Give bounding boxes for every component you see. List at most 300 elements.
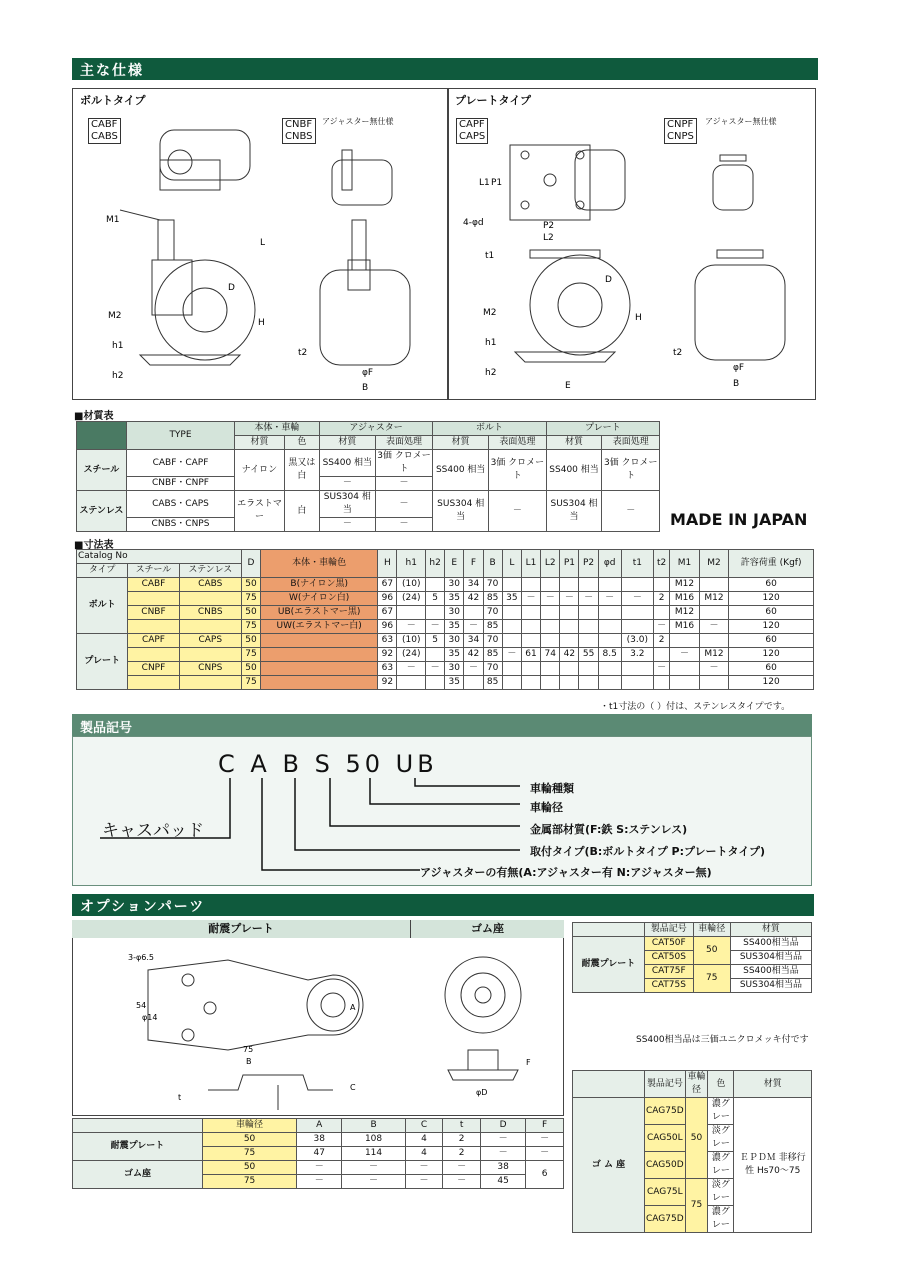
row-label: 耐震プレート xyxy=(73,1133,203,1161)
dim-cell: － xyxy=(521,592,540,606)
dim-cell xyxy=(621,578,653,592)
cell: CAT75S xyxy=(645,979,694,993)
dim-cell xyxy=(521,634,540,648)
dim-cell xyxy=(521,662,540,676)
phid-label: φD xyxy=(476,1088,488,1097)
m2-label: M2 xyxy=(108,311,122,321)
letter: UB xyxy=(395,750,438,778)
cell: 108 xyxy=(342,1133,405,1147)
cell: CAT75F xyxy=(645,965,694,979)
hdr: D xyxy=(241,550,260,578)
dim-cell xyxy=(699,606,729,620)
dim-cell: 63 xyxy=(378,634,397,648)
dim-cell xyxy=(560,676,579,690)
m1-label: M1 xyxy=(106,215,120,225)
hdr: 材質 xyxy=(433,436,489,450)
hdr: 製品記号 xyxy=(645,923,694,937)
hdr: F xyxy=(464,550,483,578)
cell: 4 xyxy=(405,1133,443,1147)
cell: 47 xyxy=(297,1147,342,1161)
cell: CAG50L xyxy=(645,1125,686,1152)
cell: CAT50S xyxy=(645,951,694,965)
hdr: 許容荷重 (Kgf) xyxy=(729,550,814,578)
code: CNBF xyxy=(285,119,313,130)
dim-cell: 120 xyxy=(729,592,814,606)
dim-cell: 120 xyxy=(729,648,814,662)
letter: A xyxy=(250,750,271,778)
dim-cell: － xyxy=(670,648,700,662)
letter: B xyxy=(282,750,303,778)
cell: － xyxy=(342,1161,405,1175)
dim-cell: M12 xyxy=(670,578,700,592)
cell: 2 xyxy=(443,1147,481,1161)
l1-label: L1 xyxy=(479,178,490,188)
dim-cell: － xyxy=(397,620,426,634)
color-cell: UB(エラストマー黒) xyxy=(261,606,378,620)
row-label: ゴム座 xyxy=(73,1161,203,1189)
dim-cell xyxy=(598,634,621,648)
phif-label: φF xyxy=(362,368,374,378)
hdr: B xyxy=(342,1119,405,1133)
b-label: B xyxy=(362,383,369,393)
dim-cell: 75 xyxy=(241,676,260,690)
t1-label: t1 xyxy=(485,251,495,261)
dim-cell xyxy=(670,634,700,648)
cell: ナイロン xyxy=(235,450,285,491)
cell: CAG75D xyxy=(645,1098,686,1125)
m2-label: M2 xyxy=(483,308,497,318)
code-l2: 車輪径 xyxy=(530,801,563,814)
dim-cell xyxy=(426,648,445,662)
hdr: C xyxy=(405,1119,443,1133)
page-title: 主な仕様 xyxy=(72,58,818,80)
bolt-panel-title: ボルトタイプ xyxy=(80,94,146,107)
hdr: 製品記号 xyxy=(645,1071,686,1098)
h2-label: h2 xyxy=(112,371,124,381)
dim-cell xyxy=(598,676,621,690)
dim-cell: － xyxy=(598,592,621,606)
dim-cell: 60 xyxy=(729,606,814,620)
dim-cell xyxy=(598,606,621,620)
dim-cell xyxy=(621,620,653,634)
hdr: プレート xyxy=(546,422,659,436)
hdr: 車輪径 xyxy=(693,923,730,937)
dim-cell xyxy=(464,676,483,690)
cell: － xyxy=(297,1161,342,1175)
t-dim-label: t xyxy=(178,1093,182,1102)
dim-cell: － xyxy=(621,592,653,606)
dim-cell: 35 xyxy=(445,676,464,690)
cell: 114 xyxy=(342,1147,405,1161)
t2-label: t2 xyxy=(298,348,308,358)
code: CAPS xyxy=(459,131,486,142)
dim-cell xyxy=(521,620,540,634)
dim-cell xyxy=(502,662,521,676)
dim-cell xyxy=(598,620,621,634)
no-adjuster-label: アジャスター無仕様 xyxy=(322,117,394,126)
type-header: TYPE xyxy=(169,430,192,440)
hdr: 車輪径 xyxy=(685,1071,708,1098)
cell: 50 xyxy=(203,1133,297,1147)
l-label: L xyxy=(260,238,266,248)
hdr: h2 xyxy=(426,550,445,578)
dim-cell xyxy=(579,606,598,620)
dim-cell: 35 xyxy=(445,592,464,606)
dim-cell: CNPF xyxy=(128,662,179,676)
dim-cell: (24) xyxy=(397,648,426,662)
code: CABS xyxy=(91,131,118,142)
caster-pad-label: キャスパッド xyxy=(102,821,204,841)
cell: SS400相当品 xyxy=(730,965,811,979)
cell: － xyxy=(526,1133,564,1147)
no-adjuster-label: アジャスター無仕様 xyxy=(705,117,777,126)
hdr: t xyxy=(443,1119,481,1133)
dim-cell: 85 xyxy=(483,592,502,606)
dims-title: ■寸法表 xyxy=(74,540,114,551)
dim-cell: － xyxy=(654,620,670,634)
dim-cell xyxy=(560,620,579,634)
code-letters xyxy=(218,750,438,778)
cell: SUS304相当品 xyxy=(730,979,811,993)
phif-label: φF xyxy=(733,363,745,373)
hdr: h1 xyxy=(397,550,426,578)
material-table xyxy=(76,421,660,532)
cell: SUS304 相当 xyxy=(546,491,602,532)
h-label: H xyxy=(258,318,265,328)
steel-label: スチール xyxy=(77,450,127,491)
dim-cell xyxy=(502,606,521,620)
b-dim-label: B xyxy=(246,1057,252,1066)
made-in-japan: MADE IN JAPAN xyxy=(670,510,808,529)
dim-cell: － xyxy=(699,620,729,634)
dim-cell xyxy=(426,676,445,690)
dim-cell: 67 xyxy=(378,578,397,592)
dim-cell xyxy=(560,662,579,676)
cell: 4 xyxy=(405,1147,443,1161)
color-cell xyxy=(261,634,378,648)
dim-cell: － xyxy=(502,648,521,662)
option-dims-table xyxy=(72,1118,564,1189)
dim-cell xyxy=(179,592,241,606)
dim-cell xyxy=(426,578,445,592)
color-cell xyxy=(261,648,378,662)
cell: － xyxy=(489,491,546,532)
dim-cell: 30 xyxy=(445,634,464,648)
dim-cell: M12 xyxy=(699,648,729,662)
dim-cell: 75 xyxy=(241,620,260,634)
dim-cell xyxy=(654,676,670,690)
cell: － xyxy=(443,1161,481,1175)
dim-cell: － xyxy=(579,592,598,606)
dim-cell: CABS xyxy=(179,578,241,592)
dim-cell: 5 xyxy=(426,634,445,648)
cell: 45 xyxy=(480,1175,525,1189)
dim-cell: CAPF xyxy=(128,634,179,648)
dim-cell xyxy=(179,620,241,634)
dim-cell: － xyxy=(699,662,729,676)
dim-cell xyxy=(179,648,241,662)
dim-cell: 5 xyxy=(426,592,445,606)
hdr: 材質 xyxy=(734,1071,812,1098)
dim-cell xyxy=(579,676,598,690)
dim-cell: (10) xyxy=(397,578,426,592)
cell: － xyxy=(342,1175,405,1189)
b-label: B xyxy=(733,379,740,389)
dim-cell: (24) xyxy=(397,592,426,606)
cell: 白 xyxy=(284,491,319,532)
dim-cell: M16 xyxy=(670,620,700,634)
hdr: L1 xyxy=(521,550,540,578)
hdr: H xyxy=(378,550,397,578)
cell: 淡グレー xyxy=(708,1179,734,1206)
dim-cell: 61 xyxy=(521,648,540,662)
dim-cell xyxy=(521,578,540,592)
h-label: H xyxy=(635,313,642,323)
dim-cell xyxy=(579,662,598,676)
dim-cell xyxy=(699,634,729,648)
cell: 濃グレー xyxy=(708,1152,734,1179)
dim-cell: 70 xyxy=(483,606,502,620)
dim-cell: CNPS xyxy=(179,662,241,676)
dim-cell: 120 xyxy=(729,620,814,634)
hdr: 材質 xyxy=(319,436,375,450)
dim-cell xyxy=(541,634,560,648)
hdr: アジャスター xyxy=(319,422,432,436)
dim-cell: 63 xyxy=(378,662,397,676)
dim-cell: 70 xyxy=(483,662,502,676)
cell: 淡グレー xyxy=(708,1125,734,1152)
letter: C xyxy=(218,750,239,778)
dim-cell xyxy=(397,676,426,690)
code: CAPF xyxy=(459,119,485,130)
h1-label: h1 xyxy=(112,341,124,351)
dim-cell xyxy=(621,662,653,676)
dim-cell: 35 xyxy=(445,648,464,662)
d-label: D xyxy=(228,283,235,293)
dim-cell xyxy=(654,648,670,662)
dim-cell: 75 xyxy=(241,648,260,662)
hdr: 車輪径 xyxy=(203,1119,297,1133)
cell: 75 xyxy=(693,965,730,993)
dim-cell: 30 xyxy=(445,578,464,592)
hdr: 色 xyxy=(284,436,319,450)
dim-cell xyxy=(128,592,179,606)
color-cell: W(ナイロン白) xyxy=(261,592,378,606)
d14-label: φ14 xyxy=(142,1013,158,1022)
cell: エラストマー xyxy=(235,491,285,532)
code-l5: アジャスターの有無(A:アジャスター有 N:アジャスター無) xyxy=(420,866,712,879)
cell: － xyxy=(480,1147,525,1161)
dim-cell: CNBF xyxy=(128,606,179,620)
cell: CNBS・CNPS xyxy=(127,518,235,532)
hdr: B xyxy=(483,550,502,578)
dim-cell: 92 xyxy=(378,648,397,662)
dim-cell: 35 xyxy=(502,592,521,606)
dim-cell xyxy=(541,620,560,634)
cell: 75 xyxy=(203,1175,297,1189)
cell: 75 xyxy=(203,1147,297,1161)
cell: SUS304 相当 xyxy=(319,491,375,518)
dim-cell xyxy=(502,578,521,592)
a-dim-label: A xyxy=(350,1003,356,1012)
rubber-header: ゴム座 xyxy=(410,920,564,938)
hdr: t1 xyxy=(621,550,653,578)
options-title: オプションパーツ xyxy=(72,894,814,916)
cell: － xyxy=(405,1161,443,1175)
hdr: 本体・車輪色 xyxy=(261,550,378,578)
hdr: M1 xyxy=(670,550,700,578)
dim-cell: 50 xyxy=(241,606,260,620)
dim-cell: 8.5 xyxy=(598,648,621,662)
hdr: ステンレス xyxy=(179,564,241,578)
dim-cell xyxy=(670,676,700,690)
cell: － xyxy=(297,1175,342,1189)
dim-cell: M12 xyxy=(670,606,700,620)
dim-cell: CNBS xyxy=(179,606,241,620)
hdr: L xyxy=(502,550,521,578)
cell: － xyxy=(319,518,375,532)
code-l4: 取付タイプ(B:ボルトタイプ P:プレートタイプ) xyxy=(530,845,766,858)
hdr: 色 xyxy=(708,1071,734,1098)
f-dim-label: F xyxy=(526,1058,531,1067)
dim-cell: (3.0) xyxy=(621,634,653,648)
dim-cell: 55 xyxy=(579,648,598,662)
hdr: E xyxy=(445,550,464,578)
dim-cell xyxy=(541,578,560,592)
hdr: 表面処理 xyxy=(375,436,432,450)
dim-cell xyxy=(560,578,579,592)
stainless-label: ステンレス xyxy=(77,491,127,532)
code-section-title: 製品記号 xyxy=(72,714,812,736)
t2-label: t2 xyxy=(673,348,683,358)
h2-label: h2 xyxy=(485,368,497,378)
code: CNPF xyxy=(667,119,694,130)
hdr: タイプ xyxy=(77,564,128,578)
dim-cell: 50 xyxy=(241,634,260,648)
dim-cell: 70 xyxy=(483,634,502,648)
dim-cell: (10) xyxy=(397,634,426,648)
plate-panel-title: プレートタイプ xyxy=(455,94,532,107)
dim-cell xyxy=(541,606,560,620)
cell: 38 xyxy=(297,1133,342,1147)
dim-cell xyxy=(502,676,521,690)
cell: SS400 相当 xyxy=(546,450,602,491)
cell: 50 xyxy=(685,1098,708,1179)
cell: SUS304相当品 xyxy=(730,951,811,965)
color-cell xyxy=(261,662,378,676)
cell: － xyxy=(526,1147,564,1161)
dim-cell xyxy=(128,648,179,662)
dim-cell: 60 xyxy=(729,662,814,676)
dim-cell: 60 xyxy=(729,634,814,648)
hdr: A xyxy=(297,1119,342,1133)
dim-cell: － xyxy=(464,662,483,676)
hdr: P1 xyxy=(560,550,579,578)
dim-cell xyxy=(699,676,729,690)
hdr: L2 xyxy=(541,550,560,578)
dim-cell: 120 xyxy=(729,676,814,690)
cell: 3価 クロメート xyxy=(602,450,660,491)
dim-cell: 85 xyxy=(483,648,502,662)
c-dim-label: C xyxy=(350,1083,356,1092)
dim-cell: － xyxy=(654,662,670,676)
dim-cell: 75 xyxy=(241,592,260,606)
dim-cell xyxy=(397,606,426,620)
dim-cell: 96 xyxy=(378,620,397,634)
hdr: 表面処理 xyxy=(602,436,660,450)
dim-cell: － xyxy=(426,662,445,676)
bolt-caster-drawing xyxy=(80,110,440,395)
cell: － xyxy=(375,477,432,491)
dim-cell: 3.2 xyxy=(621,648,653,662)
dim-cell: 30 xyxy=(445,606,464,620)
dim-cell xyxy=(502,634,521,648)
cell: CAT50F xyxy=(645,937,694,951)
plate-caster-drawing xyxy=(455,130,810,395)
dim-cell: 35 xyxy=(445,620,464,634)
row-label: ゴ ム 座 xyxy=(573,1098,645,1233)
dim-cell xyxy=(670,662,700,676)
dim-cell: － xyxy=(464,620,483,634)
dim-cell: CAPS xyxy=(179,634,241,648)
cell: SUS304 相当 xyxy=(433,491,489,532)
hdr: 本体・車輪 xyxy=(235,422,320,436)
dim-cell xyxy=(654,606,670,620)
cell: 6 xyxy=(526,1161,564,1189)
cell: － xyxy=(443,1175,481,1189)
cell: 50 xyxy=(203,1161,297,1175)
cell: CAG75D xyxy=(645,1206,686,1233)
code: CABF xyxy=(91,119,118,130)
cell: ＥＰＤＭ 非移行性 Hs70～75 xyxy=(734,1098,812,1233)
cell: － xyxy=(375,518,432,532)
dim-cell xyxy=(699,578,729,592)
dim-cell xyxy=(579,634,598,648)
d-label: D xyxy=(605,275,612,285)
dim-cell xyxy=(521,676,540,690)
cell: CNBF・CNPF xyxy=(127,477,235,491)
dim-cell: CABF xyxy=(128,578,179,592)
d54-label: 54 xyxy=(136,1001,147,1010)
dim-cell xyxy=(541,676,560,690)
cell: CABF・CAPF xyxy=(127,450,235,477)
dim-cell: 96 xyxy=(378,592,397,606)
dim-cell xyxy=(598,662,621,676)
cell: SS400 相当 xyxy=(319,450,375,477)
dim-cell: 74 xyxy=(541,648,560,662)
cell: 3価 クロメート xyxy=(489,450,546,491)
holes-label: 3-φ6.5 xyxy=(128,953,154,962)
p1-label: P1 xyxy=(491,178,503,188)
dim-cell: － xyxy=(560,592,579,606)
letter: 50 xyxy=(345,750,384,778)
dim-cell: 60 xyxy=(729,578,814,592)
hdr: 材質 xyxy=(546,436,602,450)
dimension-table xyxy=(76,549,814,690)
letter: S xyxy=(314,750,334,778)
dim-cell xyxy=(179,676,241,690)
dim-cell: 30 xyxy=(445,662,464,676)
dim-cell xyxy=(521,606,540,620)
hdr: ボルト xyxy=(433,422,546,436)
type-label: ボルト xyxy=(77,578,128,634)
code: CNBS xyxy=(285,131,313,142)
dim-cell xyxy=(621,606,653,620)
dim-cell: M12 xyxy=(699,592,729,606)
rubber-seat-table xyxy=(572,1070,812,1233)
color-cell xyxy=(261,676,378,690)
dim-cell: 50 xyxy=(241,662,260,676)
